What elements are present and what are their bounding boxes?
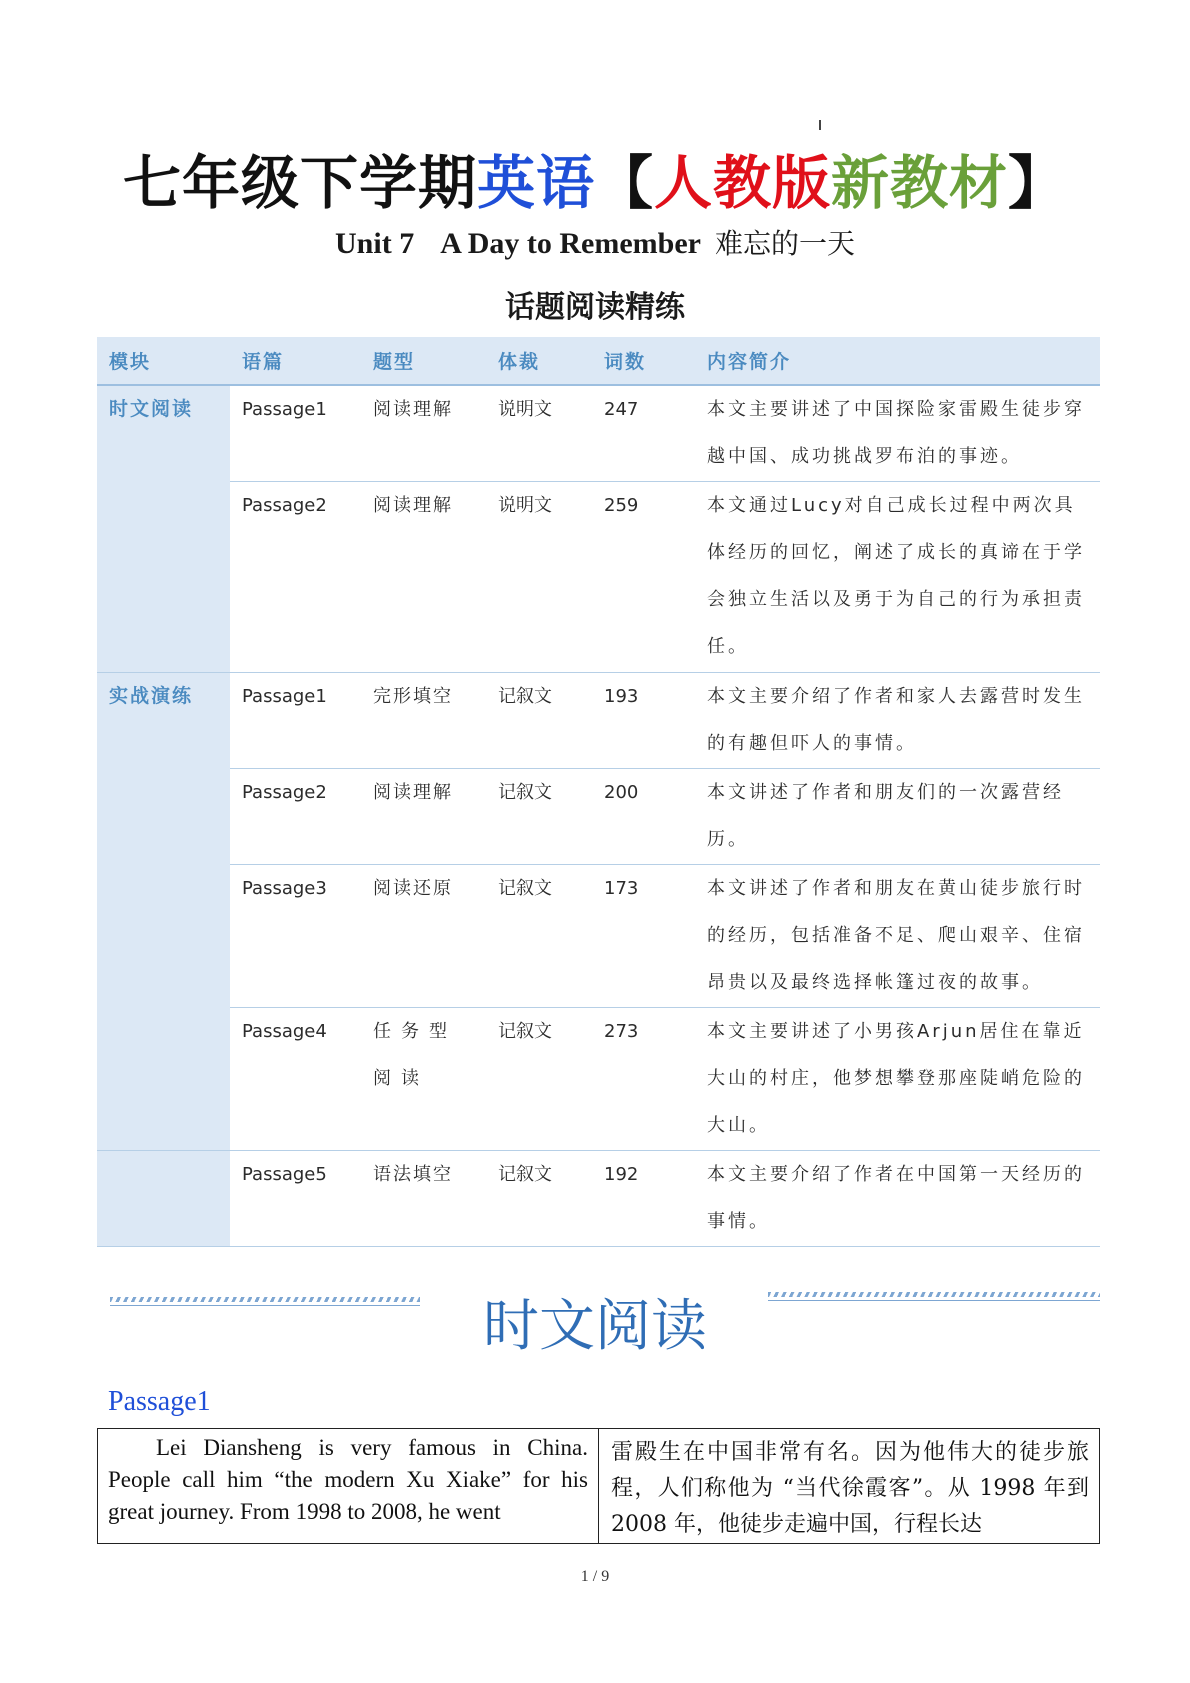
summary-cell — [695, 768, 1100, 864]
passage-cell — [230, 864, 361, 1007]
words-cell — [592, 385, 695, 481]
passage-name: Passage4 — [242, 1020, 327, 1042]
header-module: 模块 — [97, 337, 230, 385]
header-passage: 语篇 — [230, 337, 361, 385]
passage-cell — [230, 768, 361, 864]
summary-text: 本文讲述了作者和朋友们的一次露营经历。 — [707, 781, 1064, 850]
genre-cell — [486, 1150, 592, 1246]
summary-cell — [695, 385, 1100, 481]
table-row — [97, 672, 1100, 768]
title-part-bracket-open: 【 — [594, 149, 654, 217]
summary-text: 本文主要讲述了中国探险家雷殿生徒步穿越中国、成功挑战罗布泊的事迹。 — [707, 399, 1085, 467]
genre-cell — [486, 1007, 592, 1150]
words-cell — [592, 672, 695, 768]
word-count: 273 — [604, 1020, 639, 1042]
passage-label: Passage1 — [108, 1386, 211, 1417]
page-number: 1 / 9 — [580, 1568, 610, 1585]
page-title — [0, 148, 1190, 218]
word-count: 247 — [604, 399, 639, 420]
words-cell — [592, 1150, 695, 1246]
passage-name: Passage2 — [242, 781, 327, 803]
passage-chinese: 雷殿生在中国非常有名。因为他伟大的徒步旅程，人们称他为 “当代徐霞客”。从 1998 年到 2008 年，他徒步走遍中国，行程长达 — [611, 1440, 1089, 1537]
type-cell — [361, 672, 486, 768]
word-count: 173 — [604, 877, 639, 899]
unit-english-title: A Day to Remember — [440, 227, 701, 260]
table-row — [97, 1007, 1100, 1150]
module-cell — [97, 1150, 230, 1246]
question-type: 阅读理解 — [373, 399, 453, 420]
words-cell — [592, 864, 695, 1007]
passage-cell — [230, 481, 361, 672]
header-question-type: 题型 — [361, 337, 486, 385]
passage-english: Lei Diansheng is very famous in China. People call him “the modern Xu Xiake” for his great journey. From 1998 to 2008, he went — [98, 1429, 599, 1543]
question-type: 阅读还原 — [373, 877, 453, 899]
words-cell — [592, 1007, 695, 1150]
table-row — [97, 481, 1100, 672]
question-type: 语法填空 — [373, 1163, 453, 1185]
summary-text: 本文主要讲述了小男孩Arjun居住在靠近大山的村庄，他梦想攀登那座陡峭危险的大山。 — [707, 1020, 1085, 1136]
genre-cell — [486, 864, 592, 1007]
header-genre: 体裁 — [486, 337, 592, 385]
summary-cell — [695, 1007, 1100, 1150]
table-row — [97, 768, 1100, 864]
question-type: 阅读理解 — [373, 494, 453, 516]
unit-chinese-title: 难忘的一天 — [714, 227, 855, 260]
table-row — [97, 864, 1100, 1007]
summary-cell — [695, 672, 1100, 768]
type-cell — [361, 864, 486, 1007]
summary-text: 本文讲述了作者和朋友在黄山徒步旅行时的经历，包括准备不足、爬山艰辛、住宿昂贵以及最终选择帐篷过夜的故事。 — [707, 877, 1085, 993]
passage-name: Passage3 — [242, 877, 327, 899]
unit-number: Unit 7 — [335, 227, 415, 260]
title-part-grade: 七年级下学期 — [122, 149, 477, 217]
genre: 记叙文 — [498, 1163, 552, 1185]
question-type: 任务型阅读 — [373, 1020, 457, 1089]
section-title: 时文阅读 — [483, 1294, 707, 1359]
genre: 记叙文 — [498, 1020, 552, 1042]
module-cell — [97, 672, 230, 1150]
header-word-count: 词数 — [592, 337, 695, 385]
passage-cell — [230, 672, 361, 768]
module-label: 时文阅读 — [109, 398, 194, 420]
module-cell — [97, 385, 230, 672]
passage-name: Passage2 — [242, 494, 327, 516]
genre-cell — [486, 385, 592, 481]
passage-cell — [230, 1007, 361, 1150]
module-label: 实战演练 — [109, 684, 194, 707]
summary-cell — [695, 1150, 1100, 1246]
page-subtitle: 话题阅读精练 — [505, 290, 685, 325]
header-summary: 内容简介 — [695, 337, 1100, 385]
title-part-bracket-close: 】 — [1008, 149, 1068, 217]
question-type: 完形填空 — [373, 685, 453, 707]
genre-cell — [486, 481, 592, 672]
word-count: 193 — [604, 685, 639, 707]
words-cell — [592, 481, 695, 672]
type-cell — [361, 768, 486, 864]
word-count: 259 — [604, 494, 639, 516]
type-cell — [361, 1007, 486, 1150]
passage-name: Passage5 — [242, 1163, 327, 1185]
words-cell — [592, 768, 695, 864]
overview-header-row — [97, 337, 1100, 385]
table-row — [97, 385, 1100, 481]
passage-cell — [230, 1150, 361, 1246]
passage-name: Passage1 — [242, 685, 327, 707]
type-cell — [361, 481, 486, 672]
page-mark — [819, 120, 821, 130]
summary-cell — [695, 481, 1100, 672]
table-row — [97, 1150, 1100, 1246]
summary-text: 本文主要介绍了作者在中国第一天经历的事情。 — [707, 1163, 1085, 1232]
overview-table — [97, 337, 1100, 1247]
type-cell — [361, 385, 486, 481]
passage-box — [97, 1428, 1100, 1544]
genre-cell — [486, 768, 592, 864]
genre: 记叙文 — [498, 781, 552, 803]
genre-cell — [486, 672, 592, 768]
word-count: 192 — [604, 1163, 639, 1185]
unit-heading — [0, 224, 1190, 264]
question-type: 阅读理解 — [373, 781, 453, 803]
passage-cell — [230, 385, 361, 481]
genre: 记叙文 — [498, 685, 552, 707]
summary-text: 本文主要介绍了作者和家人去露营时发生的有趣但吓人的事情。 — [707, 685, 1085, 754]
genre: 说明文 — [498, 494, 552, 516]
genre: 记叙文 — [498, 877, 552, 899]
word-count: 200 — [604, 781, 639, 803]
passage-name: Passage1 — [242, 399, 327, 420]
summary-text: 本文通过Lucy对自己成长过程中两次具体经历的回忆，阐述了成长的真谛在于学会独立生活以及勇于为自己的行为承担责任。 — [707, 494, 1085, 657]
title-part-subject: 英语 — [476, 149, 595, 217]
genre: 说明文 — [498, 399, 552, 420]
title-part-textbook: 新教材 — [831, 149, 1009, 217]
summary-cell — [695, 864, 1100, 1007]
type-cell — [361, 1150, 486, 1246]
title-part-edition: 人教版 — [654, 149, 832, 217]
